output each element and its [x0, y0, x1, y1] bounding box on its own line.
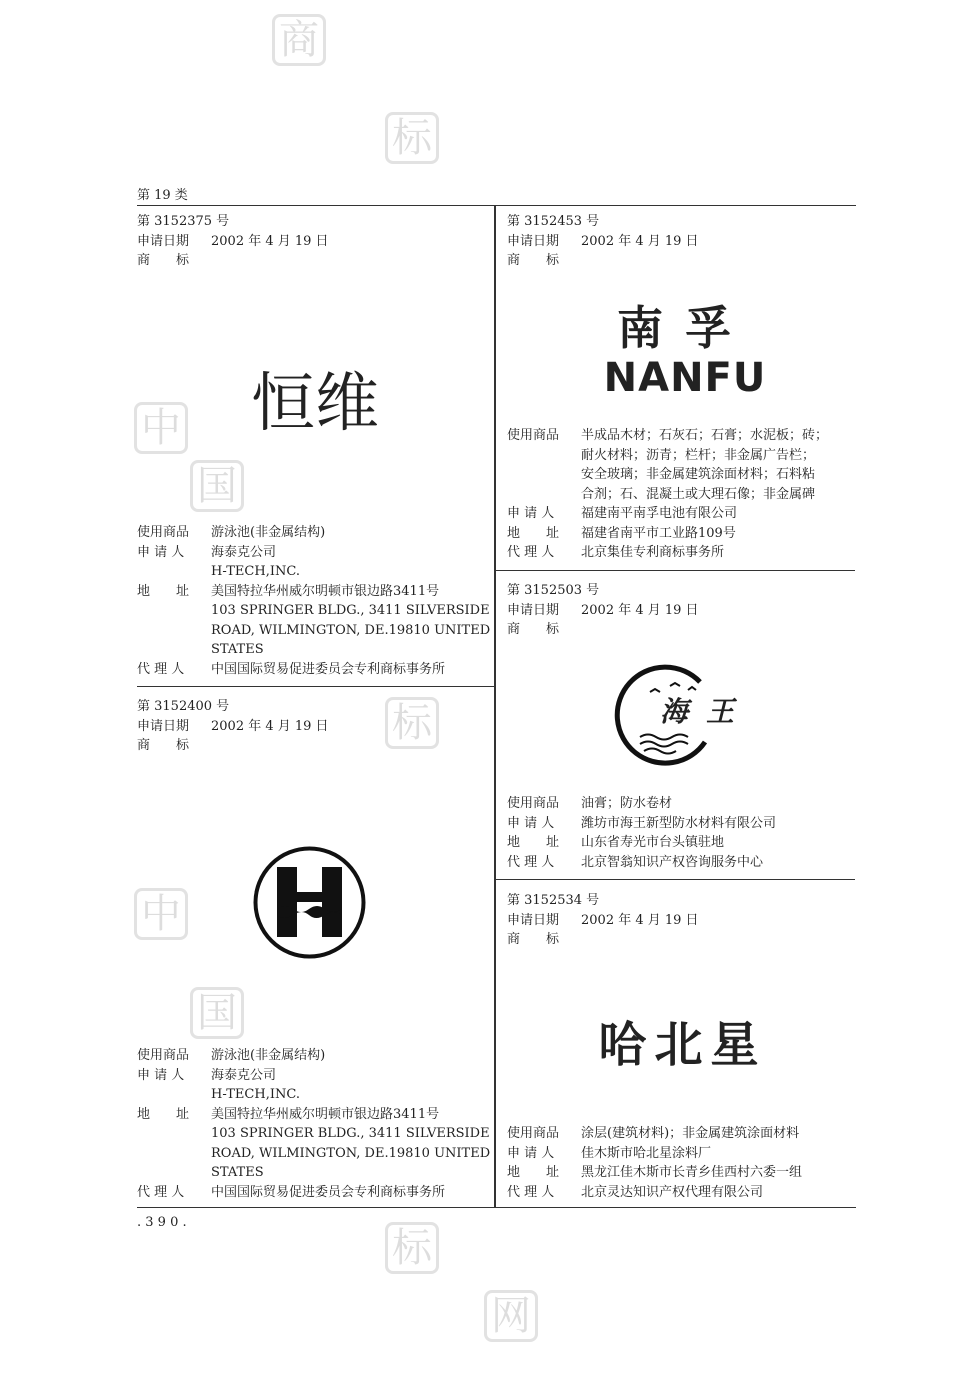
applicant-label: 申 请 人	[137, 1067, 185, 1083]
registration-number: 第 3152375 号	[137, 214, 230, 229]
registration-number: 第 3152503 号	[507, 583, 600, 598]
divider	[496, 879, 855, 880]
applicant-en: H-TECH,INC.	[211, 1087, 300, 1102]
trademark-entry	[507, 891, 855, 950]
bottom-rule	[137, 1207, 856, 1208]
divider	[496, 570, 855, 571]
address: 福建省南平市工业路109号	[581, 525, 736, 541]
watermark: 标	[385, 697, 439, 749]
mark-label: 商 标	[507, 253, 560, 268]
address-line: 103 SPRINGER BLDG., 3411 SILVERSIDE	[211, 603, 490, 618]
date-label: 申请日期	[507, 602, 560, 618]
agent-label: 代 理 人	[507, 854, 555, 870]
watermark: 国	[190, 460, 244, 512]
goods: 游泳池(非金属结构)	[211, 1048, 326, 1063]
trademark-details	[507, 794, 855, 872]
goods-line: 安全玻璃；非金属建筑涂面材料；石料粘	[581, 467, 816, 482]
address-label: 地 址	[137, 1106, 190, 1122]
trademark-entry	[137, 212, 492, 271]
trademark-logo-habeixing: 哈北星	[598, 1016, 767, 1073]
agent-label: 代 理 人	[137, 1184, 185, 1200]
address-label: 地 址	[507, 835, 560, 850]
applicant-label: 申 请 人	[507, 815, 555, 831]
goods: 游泳池(非金属结构)	[211, 525, 326, 540]
goods-label: 使用商品	[507, 796, 560, 811]
column-divider	[494, 206, 496, 1208]
mark-label: 商 标	[507, 932, 560, 947]
logo-english: NANFU	[603, 355, 767, 401]
agent: 北京灵达知识产权代理有限公司	[581, 1184, 764, 1200]
application-date: 2002 年 4 月 19 日	[211, 233, 329, 249]
watermark: 中	[134, 402, 188, 454]
application-date: 2002 年 4 月 19 日	[581, 912, 699, 928]
goods-line: 耐火材料；沥青；栏杆；非金属广告栏；	[581, 447, 816, 463]
address-line: STATES	[211, 642, 264, 657]
applicant-label: 申 请 人	[507, 1145, 555, 1161]
trademark-details	[137, 1046, 492, 1202]
agent: 中国国际贸易促进委员会专利商标事务所	[211, 661, 446, 677]
trademark-entry	[507, 212, 855, 271]
address-line: ROAD, WILMINGTON, DE.19810 UNITED	[211, 1145, 491, 1161]
agent-label: 代 理 人	[507, 545, 555, 560]
goods-line: 合剂；石、混凝土或大理石像；非金属碑	[581, 486, 816, 502]
trademark-logo-nanfu	[595, 300, 775, 400]
address-line: STATES	[211, 1165, 264, 1180]
watermark: 标	[385, 1222, 439, 1274]
date-label: 申请日期	[137, 718, 190, 734]
trademark-entry	[137, 697, 492, 756]
date-label: 申请日期	[507, 912, 560, 928]
goods-label: 使用商品	[137, 1048, 190, 1063]
registration-number: 第 3152534 号	[507, 893, 600, 908]
watermark: 国	[190, 987, 244, 1039]
applicant-label: 申 请 人	[507, 506, 555, 521]
applicant: 海泰克公司	[211, 1067, 277, 1083]
agent: 北京集佳专利商标事务所	[581, 545, 725, 560]
watermark: 标	[385, 112, 439, 164]
goods-line: 半成品木材；石灰石；石膏；水泥板；砖；	[581, 428, 829, 443]
goods-label: 使用商品	[507, 1126, 560, 1141]
watermark: 中	[134, 888, 188, 940]
trademark-details	[507, 426, 855, 563]
mark-label: 商 标	[137, 253, 190, 268]
trademark-logo-h-circle	[252, 845, 367, 960]
trademark-details	[507, 1124, 855, 1202]
agent-label: 代 理 人	[137, 661, 185, 677]
applicant: 潍坊市海王新型防水材料有限公司	[581, 815, 777, 831]
trademark-details	[137, 523, 492, 679]
agent: 中国国际贸易促进委员会专利商标事务所	[211, 1184, 446, 1200]
applicant: 福建南平南孚电池有限公司	[581, 506, 738, 521]
trademark-logo-hengwei: 恒维	[251, 366, 379, 441]
application-date: 2002 年 4 月 19 日	[581, 602, 699, 618]
address-label: 地 址	[507, 1165, 560, 1180]
applicant-label: 申 请 人	[137, 544, 185, 560]
registration-number: 第 3152453 号	[507, 214, 600, 229]
watermark: 商	[272, 14, 326, 66]
applicant: 海泰克公司	[211, 544, 277, 560]
goods-label: 使用商品	[137, 525, 190, 540]
address-line: 美国特拉华州威尔明顿市银边路3411号	[211, 583, 440, 599]
applicant: 佳木斯市哈北星涂料厂	[581, 1145, 712, 1161]
top-rule	[137, 205, 856, 206]
application-date: 2002 年 4 月 19 日	[581, 233, 699, 249]
trademark-entry	[507, 581, 855, 640]
address-line: 美国特拉华州威尔明顿市银边路3411号	[211, 1106, 440, 1122]
application-date: 2002 年 4 月 19 日	[211, 718, 329, 734]
logo-text: 海王	[660, 695, 753, 728]
divider	[137, 686, 494, 687]
address: 山东省寿光市台头镇驻地	[581, 835, 725, 850]
address-line: ROAD, WILMINGTON, DE.19810 UNITED	[211, 622, 491, 638]
agent: 北京智翁知识产权咨询服务中心	[581, 854, 764, 870]
page-number: . 3 9 0 .	[137, 1215, 187, 1230]
address-label: 地 址	[507, 525, 560, 541]
watermark: 网	[484, 1290, 538, 1342]
address-line: 103 SPRINGER BLDG., 3411 SILVERSIDE	[211, 1126, 490, 1141]
goods: 涂层(建筑材料)；非金属建筑涂面材料	[581, 1126, 800, 1141]
mark-label: 商 标	[507, 622, 560, 637]
date-label: 申请日期	[507, 233, 560, 249]
date-label: 申请日期	[137, 233, 190, 249]
registration-number: 第 3152400 号	[137, 699, 230, 714]
agent-label: 代 理 人	[507, 1184, 555, 1200]
mark-label: 商 标	[137, 738, 190, 753]
goods: 油膏；防水卷材	[581, 796, 673, 811]
applicant-en: H-TECH,INC.	[211, 564, 300, 579]
goods-label: 使用商品	[507, 428, 560, 443]
address-label: 地 址	[137, 583, 190, 599]
address: 黑龙江佳木斯市长青乡佳西村六委一组	[581, 1165, 803, 1180]
class-label: 第 19 类	[137, 188, 188, 203]
logo-chinese: 南孚	[617, 301, 753, 355]
